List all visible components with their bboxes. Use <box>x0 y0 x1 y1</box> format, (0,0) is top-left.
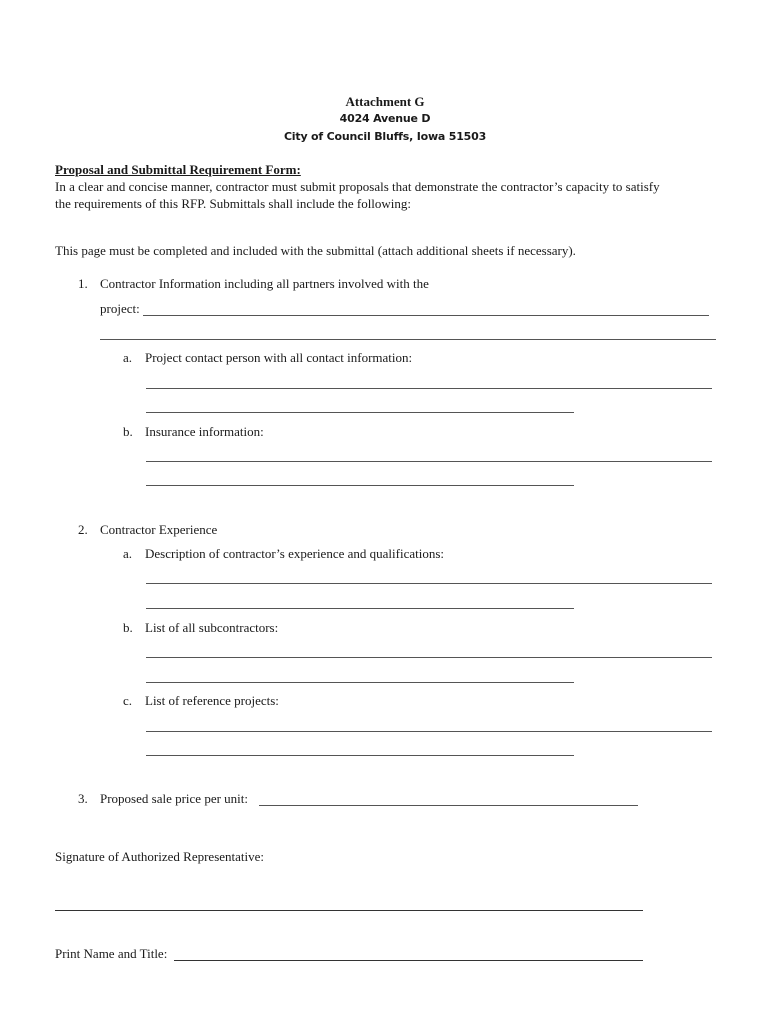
document-title: Attachment G <box>345 94 425 109</box>
references-input-line-2[interactable] <box>146 755 574 756</box>
instruction-text: This page must be completed and included with the submittal (attach additional sheets if necessary). <box>55 243 576 258</box>
contact-input-line-2[interactable] <box>146 412 574 413</box>
insurance-input-line-1[interactable] <box>146 461 712 462</box>
contact-input-line-1[interactable] <box>146 388 712 389</box>
print-name-input-line[interactable] <box>174 960 643 961</box>
item-1b-letter: b. <box>123 424 133 439</box>
item-1a-letter: a. <box>123 350 133 365</box>
subcontractors-input-line-1[interactable] <box>146 657 712 658</box>
item-1b-label: Insurance information: <box>145 424 264 439</box>
item-1-field-label: project: <box>100 301 140 316</box>
signature-input-line[interactable] <box>55 910 643 911</box>
sale-price-input-line[interactable] <box>259 805 638 806</box>
experience-input-line-1[interactable] <box>146 583 712 584</box>
city-line: City of Council Bluffs, Iowa 51503 <box>283 130 487 143</box>
item-1a-label: Project contact person with all contact information: <box>145 350 413 365</box>
experience-input-line-2[interactable] <box>146 608 574 609</box>
item-2a-letter: a. <box>123 546 133 561</box>
insurance-input-line-2[interactable] <box>146 485 574 486</box>
form-heading: Proposal and Submittal Requirement Form: <box>55 162 301 177</box>
address-line: 4024 Avenue D <box>339 112 431 125</box>
signature-label: Signature of Authorized Representative: <box>55 849 265 864</box>
item-1-number: 1. <box>78 276 88 291</box>
references-input-line-1[interactable] <box>146 731 712 732</box>
item-3-number: 3. <box>78 791 88 806</box>
print-name-label: Print Name and Title: <box>55 946 168 961</box>
item-2b-label: List of all subcontractors: <box>145 620 279 635</box>
item-2c-label: List of reference projects: <box>145 693 279 708</box>
intro-text-line-2: the requirements of this RFP. Submittals shall include the following: <box>55 196 412 211</box>
item-2a-label: Description of contractor’s experience and qualifications: <box>145 546 445 561</box>
project-input-line-1[interactable] <box>143 315 709 316</box>
intro-text-line-1: In a clear and concise manner, contractor must submit proposals that demonstrate the contractor’s capacity to satisfy <box>55 179 660 194</box>
item-1-label: Contractor Information including all partners involved with the <box>100 276 429 291</box>
item-2-number: 2. <box>78 522 88 537</box>
project-input-line-2[interactable] <box>100 339 716 340</box>
item-2b-letter: b. <box>123 620 133 635</box>
subcontractors-input-line-2[interactable] <box>146 682 574 683</box>
item-2c-letter: c. <box>123 693 133 708</box>
item-2-label: Contractor Experience <box>100 522 218 537</box>
item-3-label: Proposed sale price per unit: <box>100 791 249 806</box>
